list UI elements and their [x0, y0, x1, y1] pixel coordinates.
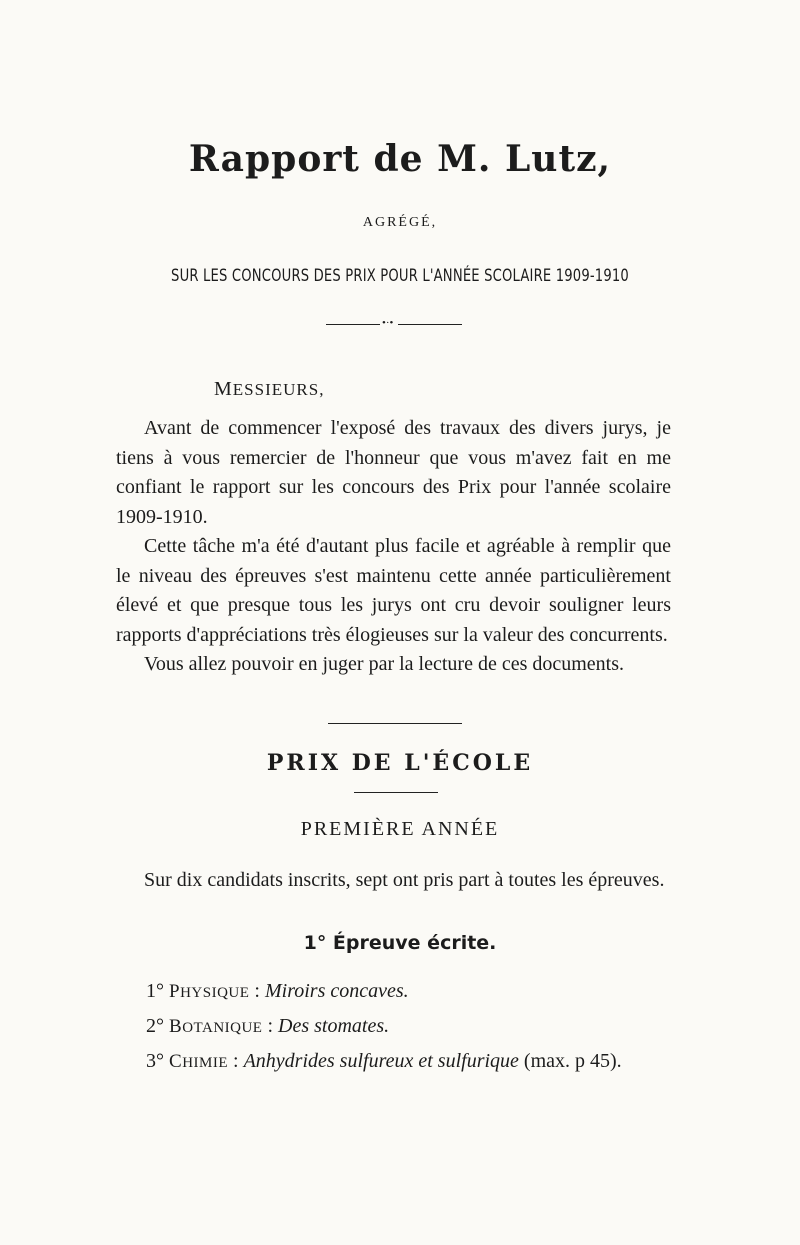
ornament-dots: •·•: [382, 317, 394, 329]
paragraph: Vous allez pouvoir en juger par la lecture de ces documents.: [144, 653, 625, 675]
ornament-line-right: [398, 324, 462, 325]
item-separator: :: [228, 1050, 244, 1072]
exam-item: [146, 1011, 706, 1046]
subject-rest: HIMIE: [182, 1055, 229, 1071]
exam-item: [146, 1046, 706, 1081]
section-title: PRIX DE L'ÉCOLE: [266, 750, 534, 776]
item-subject: [169, 981, 250, 1002]
item-topic: Anhydrides sulfureux et sulfurique: [243, 1050, 519, 1072]
item-number: 3°: [146, 1050, 164, 1072]
ornament-divider: [326, 318, 462, 330]
intro-body: [116, 414, 671, 680]
paragraph: Avant de commencer l'exposé des travaux des divers jurys, je tiens à vous remercier de l'honneur que vous m'avez fait en me confiant le rapport sur les concours des Prix pour l'année scolaire 1909-1910.: [116, 417, 671, 528]
exam-item-list: [146, 976, 706, 1081]
subsection-title: PREMIÈRE ANNÉE: [300, 818, 500, 840]
item-subject: [169, 1051, 229, 1072]
subject-rest: OTANIQUE: [182, 1020, 263, 1036]
subject-cap: C: [169, 1051, 183, 1072]
report-heading: SUR LES CONCOURS DES PRIX POUR L'ANNÉE SCOLAIRE 1909-1910: [171, 266, 629, 286]
report-title: Rapport de M. Lutz,: [188, 138, 612, 180]
ornament-line-left: [326, 324, 380, 325]
item-subject: [169, 1016, 263, 1037]
section-rule-bottom: [354, 792, 438, 793]
subject-rest: HYSIQUE: [180, 985, 250, 1001]
subject-cap: P: [169, 981, 181, 1002]
item-extra: (max. p 45).: [518, 1050, 622, 1072]
salutation-rest: ESSIEURS,: [232, 380, 325, 399]
item-topic: Miroirs concaves.: [264, 980, 409, 1002]
candidates-text: Sur dix candidats inscrits, sept ont pris part à toutes les épreuves.: [144, 869, 665, 891]
salutation-cap: M: [214, 378, 233, 400]
item-topic: Des stomates.: [278, 1015, 390, 1037]
exam-title: 1° Épreuve écrite.: [303, 932, 497, 954]
item-number: 1°: [146, 980, 164, 1002]
exam-item: [146, 976, 706, 1011]
subject-cap: B: [169, 1016, 183, 1037]
author-title: AGRÉGÉ,: [362, 215, 438, 230]
paragraph: Cette tâche m'a été d'autant plus facile et agréable à remplir que le niveau des épreuves s'est maintenu cette année particulièrement élevé et que presque tous les jurys ont cru devoir souligner leurs rapports d'appréciations très élogieuses sur la valeur des concurrents.: [116, 535, 671, 646]
candidates-paragraph: [116, 866, 671, 896]
section-rule-top: [328, 723, 462, 724]
item-separator: :: [262, 1015, 279, 1037]
item-separator: :: [249, 980, 265, 1002]
item-number: 2°: [146, 1015, 164, 1037]
salutation: [214, 378, 324, 401]
